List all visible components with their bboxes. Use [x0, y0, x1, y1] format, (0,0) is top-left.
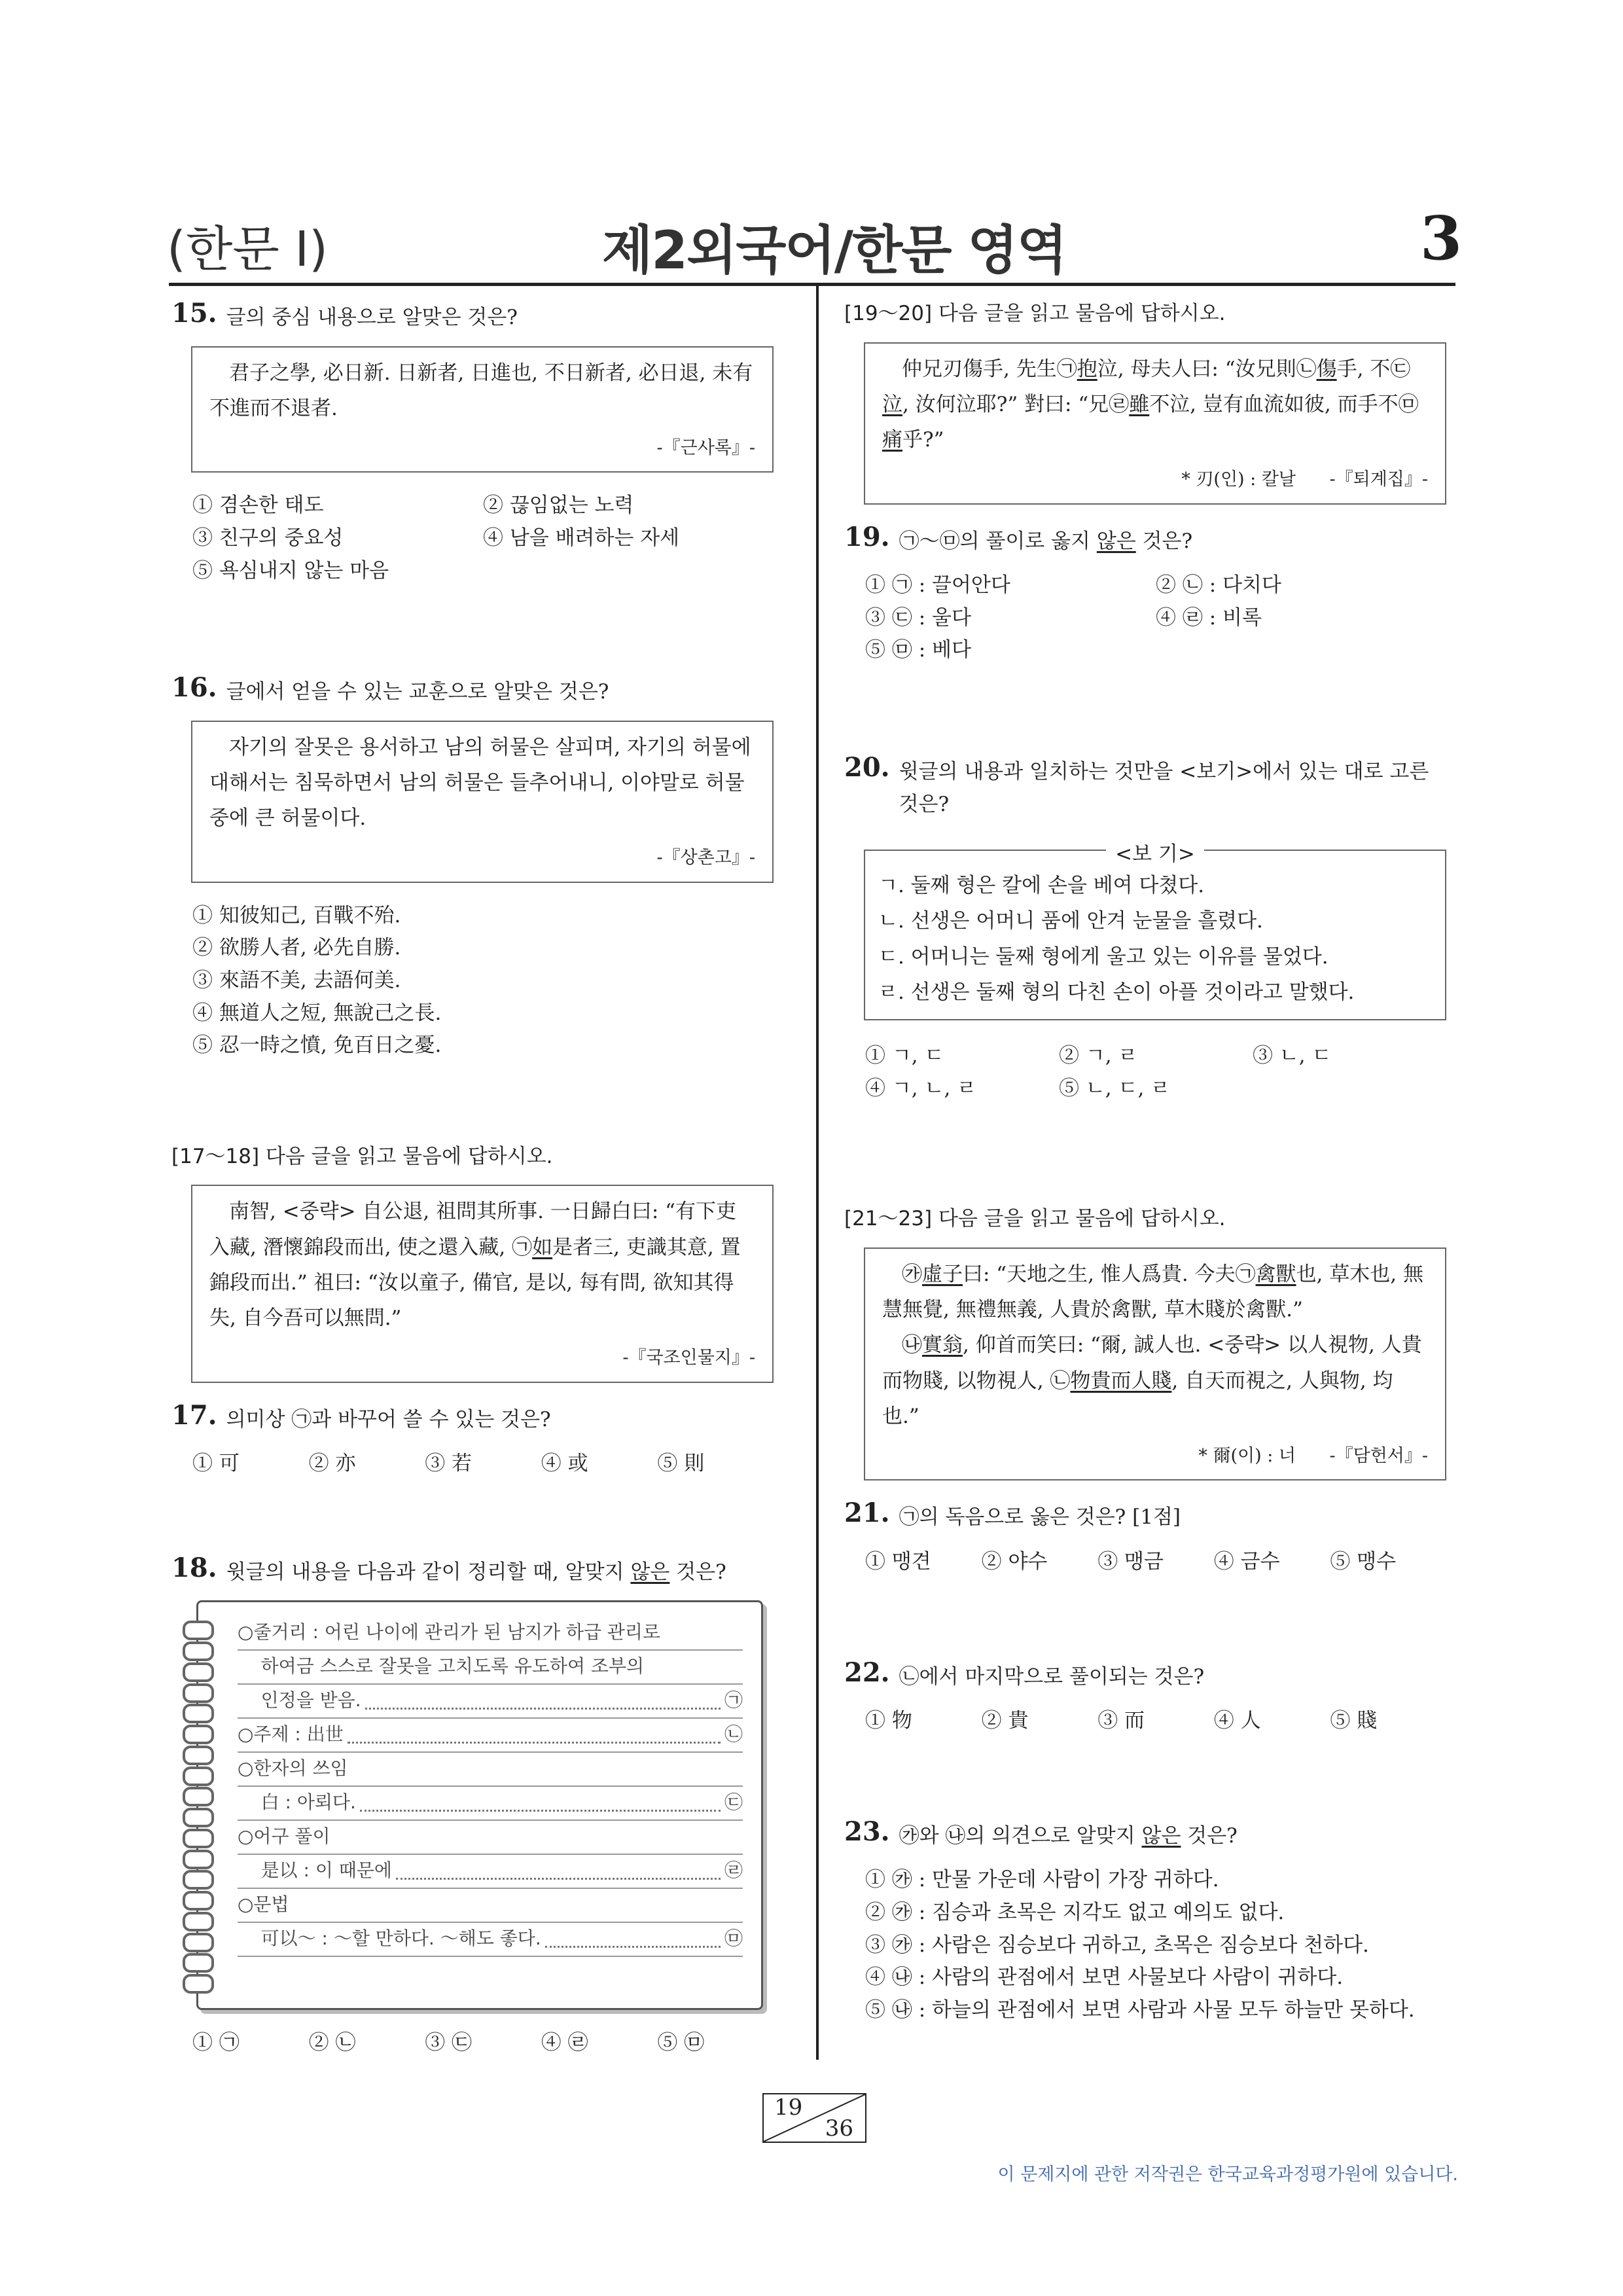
- option-1[interactable]: ① 겸손한 태도: [192, 493, 324, 518]
- marker-circle: ㉡: [1296, 357, 1317, 381]
- question-21: [844, 1498, 1446, 1534]
- options-q17: [192, 1448, 774, 1480]
- question-number: 18.: [171, 1552, 217, 1583]
- option-5[interactable]: ⑤ 忍一時之憤, 免百日之憂.: [192, 1033, 442, 1058]
- passage-part: , 仰首而笑曰: “爾, 誠人也. <중략> 以人視物, 人貴而物賤, 以物視人,: [882, 1333, 1422, 1393]
- marker-circle: ㉠: [1056, 357, 1077, 381]
- underlined-word: 泣: [882, 392, 902, 416]
- group-heading-17-18: [17～18] 다음 글을 읽고 물음에 답하시오.: [171, 1144, 553, 1168]
- question-text-part: ㉠～㉤의 풀이로 옳지: [899, 529, 1097, 553]
- option-4[interactable]: ④ 無道人之短, 無說己之長.: [192, 1001, 442, 1025]
- header-rule: [169, 283, 1455, 286]
- option-2[interactable]: ② 끊임없는 노력: [483, 493, 634, 518]
- passage-box: [191, 1185, 774, 1382]
- question-text: [899, 522, 1193, 558]
- option-1[interactable]: ① ㄱ, ㄷ: [865, 1044, 944, 1068]
- notebook-line-text: 하여금 스스로 잘못을 고치도록 유도하여 조부의: [238, 1655, 645, 1677]
- option-5[interactable]: ⑤ 則: [657, 1452, 705, 1476]
- exam-title: 제2외국어/한문 영역: [602, 220, 1066, 281]
- underlined-word: 抱: [1077, 357, 1097, 381]
- option-5[interactable]: ⑤ ㄴ, ㄷ, ㄹ: [1059, 1076, 1171, 1100]
- passage-text: 君子之學, 必日新. 日新者, 日進也, 不日新者, 必日退, 未有不進而不退者.: [209, 361, 753, 420]
- question-text: [226, 1552, 726, 1589]
- marker-circle: ㉠: [512, 1235, 533, 1259]
- question-text-part: ㉮와 ㉯의 의견으로 알맞지: [899, 1823, 1142, 1848]
- bogi-item: ㄴ. 선생은 어머니 품에 안겨 눈물을 흘렸다.: [878, 909, 1263, 933]
- question-number: 19.: [844, 521, 890, 552]
- option-2[interactable]: ② 亦: [308, 1452, 356, 1476]
- option-4[interactable]: ④ ㉯ : 사람의 관점에서 보면 사물보다 사람이 귀하다.: [865, 1965, 1344, 1990]
- page-current: 19: [774, 2094, 803, 2121]
- group-heading-19-20: [19～20] 다음 글을 읽고 물음에 답하시오.: [844, 302, 1226, 325]
- group-heading-21-23: [21～23] 다음 글을 읽고 물음에 답하시오.: [844, 1207, 1226, 1231]
- passage-text: [882, 351, 1428, 458]
- notebook-line: [238, 1617, 743, 1651]
- question-23: [844, 1816, 1446, 1853]
- option-3[interactable]: ③ 若: [425, 1452, 473, 1476]
- question-text-part: 것은?: [1135, 529, 1193, 553]
- option-4[interactable]: ④ 남을 배려하는 자세: [483, 526, 680, 550]
- question-number: 23.: [844, 1816, 890, 1847]
- question-15: [171, 298, 774, 334]
- notebook-line-text: 白 : 아뢰다.: [238, 1791, 356, 1813]
- notebook-line: [238, 1889, 743, 1923]
- option-1[interactable]: ① 可: [192, 1452, 240, 1476]
- question-text-part: 것은?: [1181, 1823, 1238, 1848]
- leader-dots: [348, 1742, 721, 1744]
- passage-text: [882, 1257, 1428, 1328]
- footnote: * 爾(이) : 너: [1198, 1446, 1296, 1467]
- option-3[interactable]: ③ 來語不美, 去語何美.: [192, 968, 401, 992]
- passage-source: [882, 464, 1428, 495]
- source-label: -『담헌서』-: [1329, 1446, 1428, 1467]
- passage-part: 是者三, 吏識其意, 置錦段而出.” 祖曰: “汝以童子, 備官, 是以, 每有問, 欲知其得失, 自今吾可以無問.”: [209, 1235, 741, 1331]
- passage-part: 泣, 母夫人曰: “汝兄則: [1097, 357, 1296, 381]
- underlined-word: 虛子: [922, 1262, 963, 1286]
- option-4[interactable]: ④ ㉣: [541, 2031, 588, 2055]
- notebook-line: [238, 1719, 743, 1753]
- page-number-box: [762, 2093, 866, 2143]
- passage-part: 手, 不: [1336, 357, 1391, 381]
- option-5[interactable]: ⑤ 욕심내지 않는 마음: [192, 558, 389, 583]
- underlined-word: 雖: [1129, 392, 1150, 416]
- passage-part: 不泣, 豈有血流如彼, 而手不: [1149, 392, 1399, 416]
- notebook-line-text: ○한자의 쓰임: [238, 1757, 348, 1779]
- bogi-box: [864, 842, 1446, 1020]
- emphasis-word: 않은: [630, 1560, 670, 1584]
- options-q19: [865, 569, 1446, 667]
- passage-text: 자기의 잘못은 용서하고 남의 허물은 살피며, 자기의 허물에 대해서는 침묵하면서 남의 허물은 들추어내니, 이야말로 허물 중에 큰 허물이다.: [209, 735, 751, 831]
- options-q20: [865, 1040, 1446, 1105]
- emphasis-word: 않은: [1141, 1823, 1181, 1848]
- option-4[interactable]: ④ ㄱ, ㄴ, ㄹ: [865, 1076, 977, 1100]
- notebook-line: [238, 1753, 743, 1787]
- source-label: -『퇴계집』-: [1329, 469, 1428, 490]
- passage-part: 仲兄刃傷手, 先生: [902, 357, 1057, 381]
- notebook-marker: ㉤: [724, 1927, 743, 1949]
- notebook-line-text: 可以～ : ～할 만하다. ～해도 좋다.: [238, 1927, 541, 1949]
- emphasis-word: 않은: [1096, 529, 1136, 553]
- option-1[interactable]: ① 知彼知己, 百戰不殆.: [192, 903, 401, 927]
- option-1[interactable]: ① ㉮ : 만물 가운데 사람이 가장 귀하다.: [865, 1868, 1219, 1892]
- question-number: 17.: [171, 1399, 217, 1431]
- marker-circle: ㉯: [902, 1333, 922, 1357]
- options-q23: [865, 1864, 1446, 2026]
- option-1[interactable]: ① 物: [865, 1709, 912, 1733]
- underlined-word: 禽獸: [1255, 1262, 1296, 1286]
- notebook-marker: ㉡: [724, 1723, 743, 1745]
- underlined-word: 傷: [1316, 357, 1337, 381]
- notebook-line: [238, 1651, 743, 1685]
- notebook-line-text: ○문법: [238, 1893, 289, 1915]
- bogi-title-text: <보 기>: [1106, 842, 1204, 866]
- notebook-line: [238, 1685, 743, 1719]
- option-2[interactable]: ② 欲勝人者, 必先自勝.: [192, 936, 401, 960]
- leader-dots: [396, 1878, 721, 1880]
- marker-circle: ㉣: [1109, 392, 1130, 416]
- passage-box: [864, 1247, 1446, 1481]
- options-q16: [192, 900, 774, 1062]
- options-q21: [865, 1546, 1446, 1579]
- question-number: 20.: [844, 751, 890, 783]
- notebook-line-text: 是以 : 이 때문에: [238, 1859, 392, 1881]
- left-column: [171, 298, 774, 2060]
- option-1[interactable]: ① ㉠ : 끌어안다: [865, 573, 1010, 598]
- question-number: 16.: [171, 672, 217, 704]
- bogi-item: ㄷ. 어머니는 둘째 형에게 울고 있는 이유를 물었다.: [878, 944, 1329, 969]
- underlined-word: 如: [532, 1235, 553, 1259]
- notebook-marker: ㉢: [724, 1791, 743, 1813]
- passage-source: -『상촌고』-: [656, 848, 755, 869]
- option-3[interactable]: ③ 맹금: [1097, 1550, 1164, 1574]
- passage-source: -『국조인물지』-: [622, 1348, 755, 1369]
- option-2[interactable]: ② 야수: [981, 1550, 1048, 1574]
- bogi-item: ㄱ. 둘째 형은 칼에 손을 베여 다쳤다.: [878, 874, 1205, 898]
- question-22: [844, 1657, 1446, 1694]
- passage-box: [191, 721, 774, 883]
- marker-circle: ㉠: [1235, 1262, 1256, 1286]
- footnote: * 刃(인) : 칼날: [1181, 469, 1296, 490]
- question-19: [844, 522, 1446, 558]
- option-3[interactable]: ③ ㉮ : 사람은 짐승보다 귀하고, 초목은 짐승보다 천하다.: [865, 1933, 1369, 1957]
- question-number: 15.: [171, 298, 217, 329]
- option-3[interactable]: ③ ㉢: [425, 2031, 473, 2055]
- question-text: ㉠의 독음으로 옳은 것은? [1점]: [899, 1505, 1181, 1530]
- question-17: [171, 1400, 774, 1437]
- option-3[interactable]: ③ ㉢ : 울다: [865, 605, 971, 630]
- bogi-item: ㄹ. 선생은 둘째 형의 다친 손이 아플 것이라고 말했다.: [878, 980, 1355, 1004]
- notebook-line-text: ○주제 : 出世: [238, 1723, 344, 1745]
- leader-dots: [365, 1708, 721, 1710]
- passage-text: [209, 1194, 755, 1336]
- subject-label: (한문 I): [167, 221, 329, 278]
- underlined-word: 痛: [882, 428, 902, 452]
- notebook-marker: ㉣: [724, 1859, 743, 1881]
- option-5[interactable]: ⑤ ㉤: [657, 2031, 705, 2055]
- question-16: [171, 672, 774, 709]
- question-number: 22.: [844, 1657, 890, 1688]
- passage-part: , 自天而視之, 人與物, 均也.”: [882, 1369, 1393, 1428]
- underlined-word: 實翁: [922, 1333, 963, 1357]
- option-4[interactable]: ④ ㉣ : 비록: [1156, 605, 1262, 630]
- passage-box: [191, 346, 774, 473]
- question-text-part: 윗글의 내용을 다음과 같이 정리할 때, 알맞지: [226, 1560, 631, 1584]
- question-text: [899, 1816, 1238, 1853]
- option-4[interactable]: ④ 人: [1213, 1709, 1261, 1733]
- option-3[interactable]: ③ 而: [1097, 1709, 1145, 1733]
- spiral-binding: [183, 1621, 214, 1994]
- passage-part: 南智, <중략> 自公退, 祖問其所事. 一日歸白曰: “有下吏入藏, 潛懷錦段而出, 使之還入藏,: [209, 1200, 736, 1259]
- bogi-title: [865, 836, 1445, 872]
- option-3[interactable]: ③ ㄴ, ㄷ: [1253, 1044, 1332, 1068]
- marker-circle: ㉢: [1390, 357, 1411, 381]
- option-1[interactable]: ① 맹견: [865, 1550, 931, 1574]
- question-20: [844, 752, 1446, 821]
- leader-dots: [545, 1946, 721, 1948]
- question-text: 글의 중심 내용으로 알맞은 것은?: [226, 306, 518, 329]
- option-4[interactable]: ④ 或: [541, 1452, 588, 1476]
- notebook-line-text: 인정을 받음.: [238, 1689, 361, 1711]
- notebook-line: [238, 1787, 743, 1821]
- option-2[interactable]: ② ㉡ : 다치다: [1156, 573, 1281, 598]
- option-5[interactable]: ⑤ 맹수: [1330, 1550, 1397, 1574]
- option-1[interactable]: ① ㉠: [192, 2031, 240, 2055]
- notebook-line: [238, 1821, 743, 1855]
- page-badge: 3: [1420, 203, 1463, 274]
- question-number: 21.: [844, 1498, 890, 1529]
- option-2[interactable]: ② 貴: [981, 1709, 1029, 1733]
- option-5[interactable]: ⑤ ㉤ : 베다: [865, 638, 971, 662]
- notebook-line-text: ○줄거리 : 어린 나이에 관리가 된 남지가 하급 관리로: [238, 1621, 661, 1643]
- options-q22: [865, 1705, 1446, 1738]
- question-text: 글에서 얻을 수 있는 교훈으로 알맞은 것은?: [226, 680, 609, 704]
- passage-part: 曰: “天地之生, 惟人爲貴. 今夫: [963, 1262, 1236, 1286]
- option-5[interactable]: ⑤ ㉯ : 하늘의 관점에서 보면 사람과 사물 모두 하늘만 못하다.: [865, 1998, 1415, 2022]
- option-5[interactable]: ⑤ 賤: [1330, 1709, 1378, 1733]
- passage-part: 乎?”: [902, 428, 944, 452]
- option-2[interactable]: ② ㉡: [308, 2031, 356, 2055]
- leader-dots: [360, 1810, 721, 1812]
- question-text: 윗글의 내용과 일치하는 것만을 <보기>에서 있는 대로 고른 것은?: [899, 759, 1429, 816]
- option-4[interactable]: ④ 금수: [1213, 1550, 1280, 1574]
- marker-circle: ㉤: [1398, 392, 1419, 416]
- page-total: 36: [825, 2115, 853, 2142]
- passage-text: [882, 1327, 1428, 1434]
- passage-box: [864, 342, 1446, 505]
- notebook-summary: [196, 1600, 763, 2010]
- notebook-line: [238, 1855, 743, 1889]
- question-text: 의미상 ㉠과 바꾸어 쓸 수 있는 것은?: [226, 1407, 551, 1431]
- question-text-part: 것은?: [669, 1560, 726, 1584]
- options-q15: [192, 490, 774, 587]
- notebook-line: [238, 1923, 743, 1957]
- underlined-word: 物貴而人賤: [1070, 1369, 1172, 1393]
- marker-circle: ㉮: [902, 1262, 922, 1286]
- notebook-line-text: ○어구 풀이: [238, 1825, 330, 1847]
- option-3[interactable]: ③ 친구의 중요성: [192, 526, 344, 550]
- option-2[interactable]: ② ㉮ : 짐승과 초목은 지각도 없고 예의도 없다.: [865, 1901, 1285, 1924]
- right-column: [844, 298, 1446, 2026]
- question-18: [171, 1552, 774, 1589]
- option-2[interactable]: ② ㄱ, ㄹ: [1059, 1044, 1138, 1068]
- copyright-notice: 이 문제지에 관한 저작권은 한국교육과정평가원에 있습니다.: [997, 2164, 1458, 2185]
- passage-source: [882, 1441, 1428, 1471]
- passage-part: 也, 草木也, 無慧無覺, 無禮無義, 人貴於禽獸, 草木賤於禽獸.”: [882, 1262, 1423, 1322]
- column-divider: [816, 286, 819, 2060]
- passage-source: -『근사록』-: [656, 438, 755, 459]
- notebook-lines: [238, 1617, 743, 1957]
- marker-circle: ㉡: [1050, 1369, 1071, 1393]
- notebook-marker: ㉠: [724, 1689, 743, 1711]
- passage-part: , 汝何泣耶?” 對曰: “兄: [902, 392, 1109, 416]
- question-text: ㉡에서 마지막으로 풀이되는 것은?: [899, 1664, 1205, 1689]
- options-q18: [192, 2027, 774, 2060]
